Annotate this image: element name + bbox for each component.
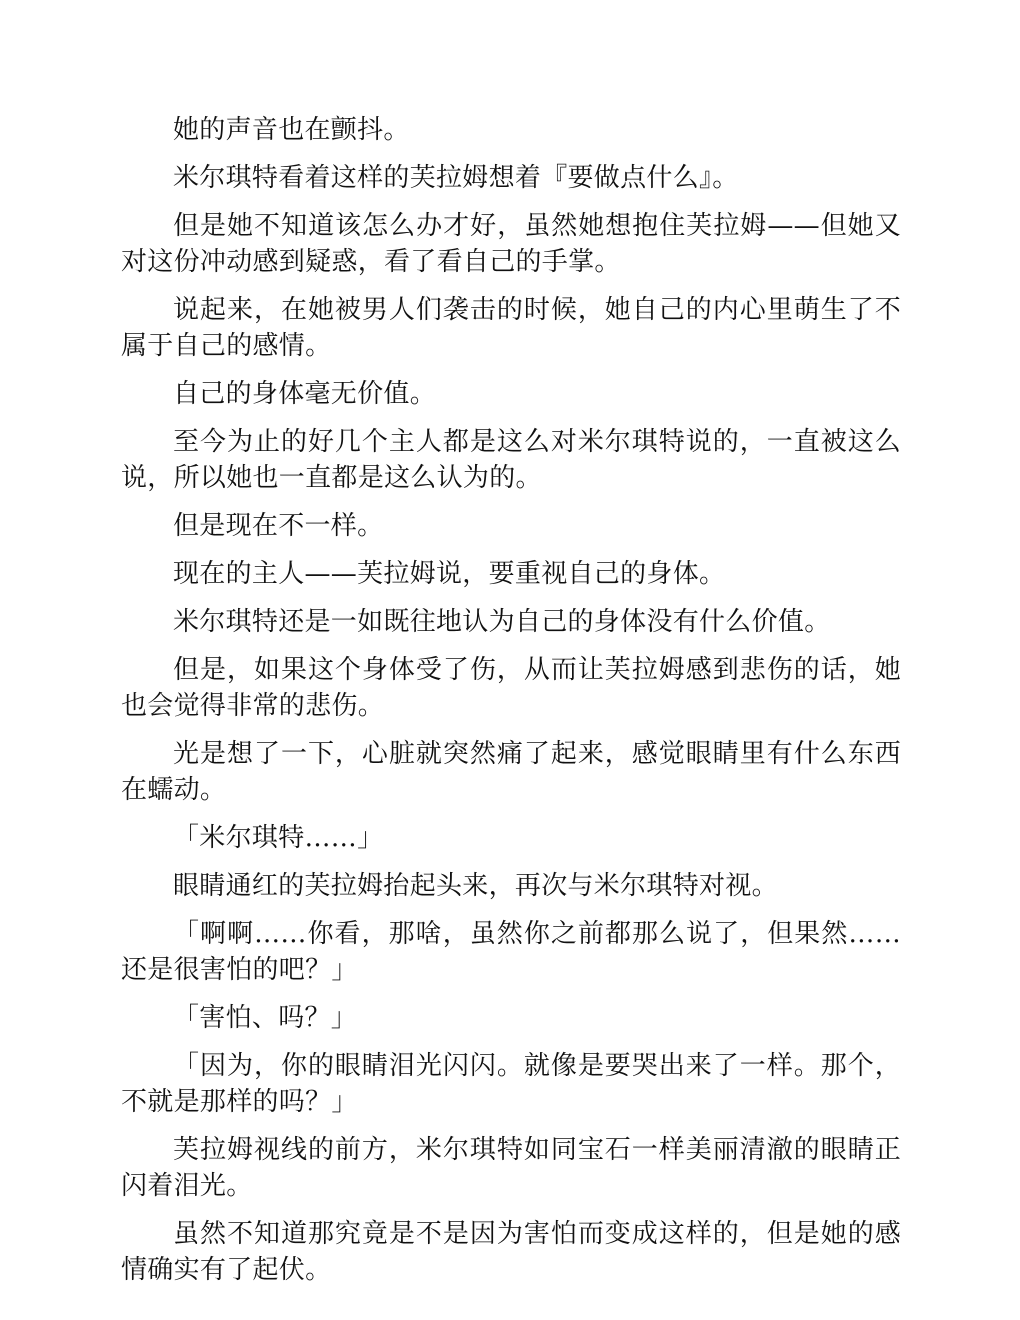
paragraph: 现在的主人——芙拉姆说，要重视自己的身体。 [173,559,726,589]
document-page [121,112,901,1300]
paragraph: 眼睛通红的芙拉姆抬起头来，再次与米尔琪特对视。 [173,871,778,901]
paragraph: 但是她不知道该怎么办才好，虽然她想抱住芙拉姆——但她又对这份冲动感到疑惑，看了看自己的手掌。 [121,211,901,277]
paragraph: 「因为，你的眼睛泪光闪闪。就像是要哭出来了一样。那个，不就是那样的吗？」 [121,1051,901,1117]
paragraph: 至今为止的好几个主人都是这么对米尔琪特说的，一直被这么说，所以她也一直都是这么认为的。 [121,427,901,493]
paragraph: 说起来，在她被男人们袭击的时候，她自己的内心里萌生了不属于自己的感情。 [121,295,901,361]
paragraph: 芙拉姆视线的前方，米尔琪特如同宝石一样美丽清澈的眼睛正闪着泪光。 [121,1135,901,1201]
paragraph: 但是，如果这个身体受了伤，从而让芙拉姆感到悲伤的话，她也会觉得非常的悲伤。 [121,655,901,721]
paragraph: 但是现在不一样。 [173,511,384,541]
paragraph: 自己的身体毫无价值。 [173,379,437,409]
paragraph: 「害怕、吗？」 [173,1003,358,1033]
paragraph: 米尔琪特还是一如既往地认为自己的身体没有什么价值。 [173,607,831,637]
paragraph: 米尔琪特看着这样的芙拉姆想着『要做点什么』。 [173,163,739,193]
paragraph: 光是想了一下，心脏就突然痛了起来，感觉眼睛里有什么东西在蠕动。 [121,739,901,805]
paragraph: 虽然不知道那究竟是不是因为害怕而变成这样的，但是她的感情确实有了起伏。 [121,1219,901,1285]
paragraph: 「米尔琪特……」 [173,823,384,853]
paragraph: 她的声音也在颤抖。 [173,115,410,145]
paragraph: 「啊啊……你看，那啥，虽然你之前都那么说了，但果然……还是很害怕的吧？」 [121,919,901,985]
